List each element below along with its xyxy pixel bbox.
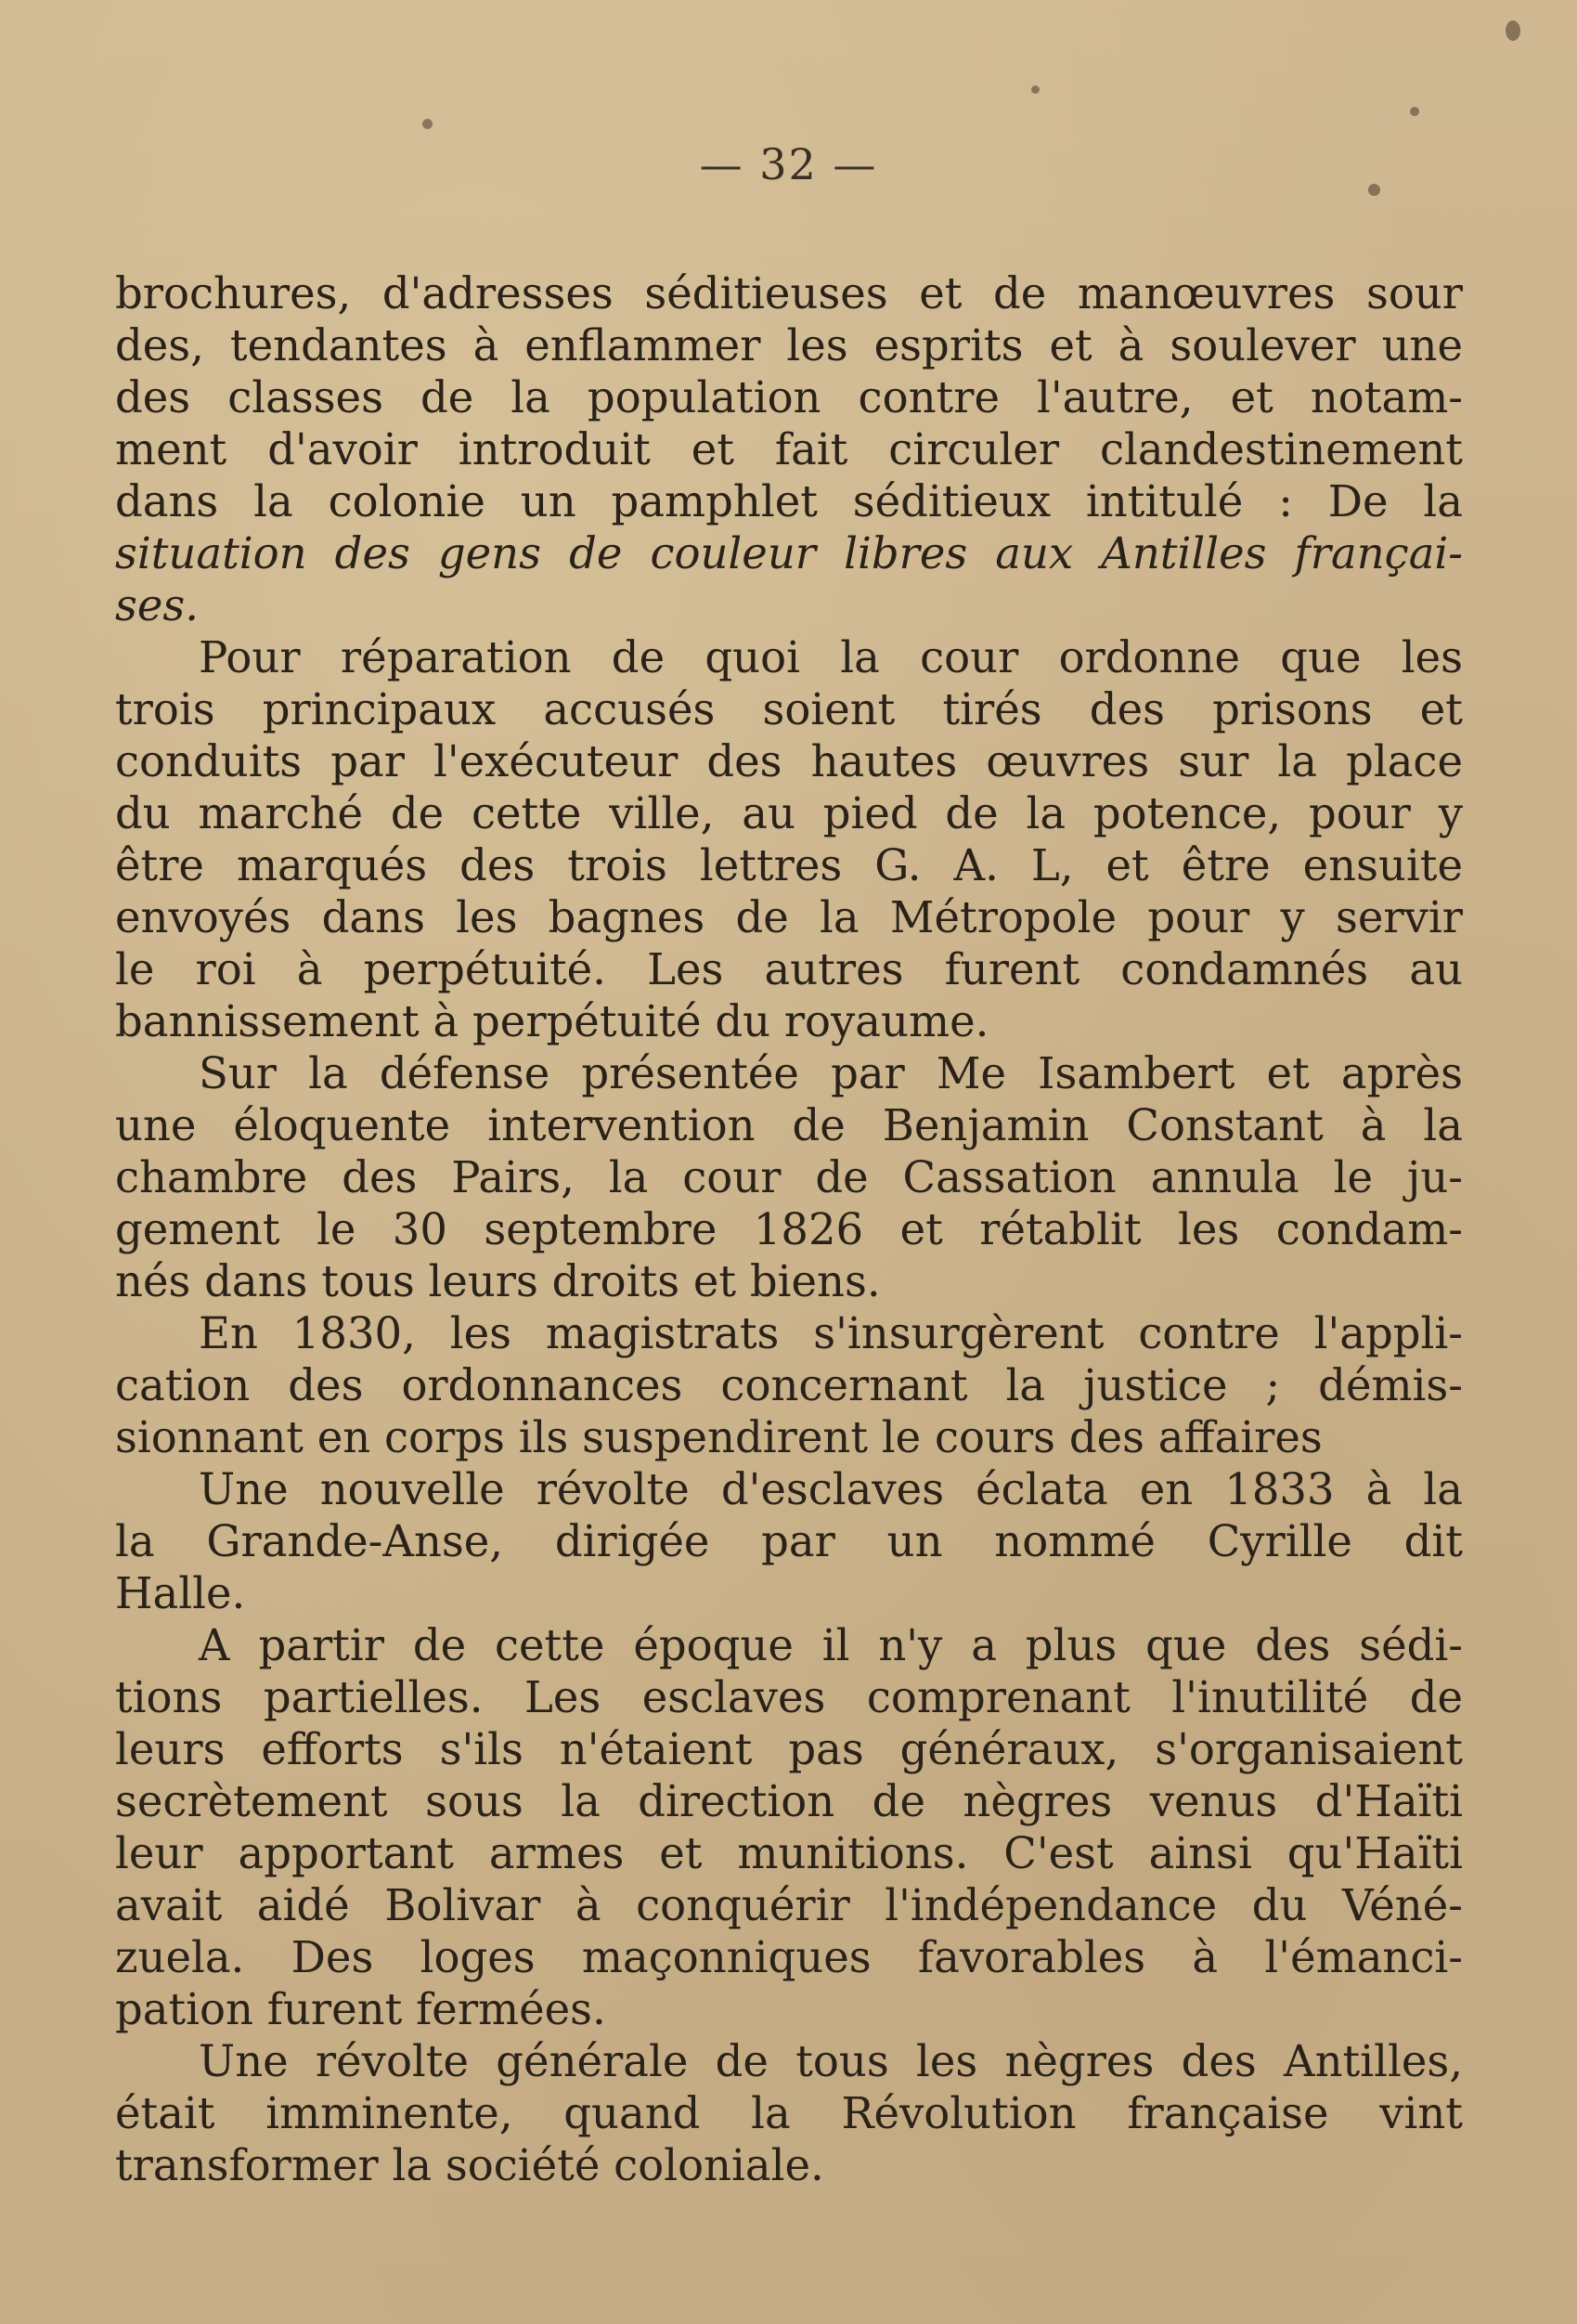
text-line: sionnant en corps ils suspendirent le cours des affaires bbox=[115, 1412, 1323, 1462]
text-line: secrètement sous la direction de nègres venus d'Haïti bbox=[115, 1776, 1463, 1826]
page-number: — 32 — bbox=[699, 139, 878, 189]
body-text bbox=[115, 267, 1463, 2191]
text-line: cation des ordonnances concernant la justice ; démis- bbox=[115, 1360, 1463, 1410]
text-line: du marché de cette ville, au pied de la potence, pour y bbox=[115, 788, 1463, 838]
text-line: Sur la défense présentée par Me Isambert et après bbox=[199, 1048, 1463, 1098]
paragraph bbox=[115, 1047, 1463, 1307]
ink-speck bbox=[1031, 85, 1040, 94]
text-line: Pour réparation de quoi la cour ordonne que les bbox=[199, 632, 1463, 682]
text-line: chambre des Pairs, la cour de Cassation annula le ju- bbox=[115, 1152, 1463, 1202]
text-line: situation des gens de couleur libres aux Antilles françai- bbox=[115, 528, 1463, 578]
text-line: des classes de la population contre l'autre, et notam- bbox=[115, 372, 1463, 422]
text-line: la Grande-Anse, dirigée par un nommé Cyrille dit bbox=[115, 1516, 1463, 1566]
text-line: gement le 30 septembre 1826 et rétablit les condam- bbox=[115, 1204, 1463, 1254]
text-line: Halle. bbox=[115, 1568, 246, 1618]
text-line: le roi à perpétuité. Les autres furent condamnés au bbox=[115, 944, 1463, 994]
paragraph bbox=[115, 267, 1463, 631]
text-line: envoyés dans les bagnes de la Métropole pour y servir bbox=[115, 892, 1463, 942]
text-line: zuela. Des loges maçonniques favorables à l'émanci- bbox=[115, 1932, 1463, 1982]
text-line: Une nouvelle révolte d'esclaves éclata en 1833 à la bbox=[199, 1464, 1463, 1514]
text-line: nés dans tous leurs droits et biens. bbox=[115, 1256, 881, 1306]
text-line: Une révolte générale de tous les nègres des Antilles, bbox=[199, 2036, 1463, 2086]
text-line: ses. bbox=[115, 580, 200, 630]
paragraph bbox=[115, 1619, 1463, 2035]
text-line: trois principaux accusés soient tirés des prisons et bbox=[115, 684, 1463, 734]
text-line: était imminente, quand la Révolution française vint bbox=[115, 2088, 1463, 2138]
text-line: avait aidé Bolivar à conquérir l'indépendance du Véné- bbox=[115, 1880, 1463, 1930]
text-line: A partir de cette époque il n'y a plus que des sédi- bbox=[199, 1620, 1463, 1670]
text-line: tions partielles. Les esclaves comprenant l'inutilité de bbox=[115, 1672, 1463, 1722]
text-line: une éloquente intervention de Benjamin Constant à la bbox=[115, 1100, 1463, 1150]
text-line: pation furent fermées. bbox=[115, 1984, 606, 2034]
text-line: leurs efforts s'ils n'étaient pas généraux, s'organisaient bbox=[115, 1724, 1463, 1774]
ink-speck bbox=[422, 119, 433, 129]
paragraph bbox=[115, 631, 1463, 1047]
paragraph bbox=[115, 1307, 1463, 1463]
ink-speck bbox=[1410, 107, 1419, 116]
text-line: leur apportant armes et munitions. C'est ainsi qu'Haïti bbox=[115, 1828, 1463, 1878]
text-line: être marqués des trois lettres G. A. L, et être ensuite bbox=[115, 840, 1463, 890]
text-line: En 1830, les magistrats s'insurgèrent contre l'appli- bbox=[199, 1308, 1463, 1358]
text-line: ment d'avoir introduit et fait circuler clandestinement bbox=[115, 424, 1463, 474]
text-line: dans la colonie un pamphlet séditieux intitulé : De la bbox=[115, 476, 1463, 526]
paragraph bbox=[115, 2035, 1463, 2191]
ink-speck bbox=[1506, 20, 1520, 41]
text-line: brochures, d'adresses séditieuses et de manœuvres sour bbox=[115, 268, 1463, 318]
text-line: transformer la société coloniale. bbox=[115, 2140, 824, 2190]
text-line: conduits par l'exécuteur des hautes œuvres sur la place bbox=[115, 736, 1463, 786]
text-line: des, tendantes à enflammer les esprits et à soulever une bbox=[115, 320, 1463, 370]
paragraph bbox=[115, 1463, 1463, 1619]
text-line: bannissement à perpétuité du royaume. bbox=[115, 996, 989, 1046]
